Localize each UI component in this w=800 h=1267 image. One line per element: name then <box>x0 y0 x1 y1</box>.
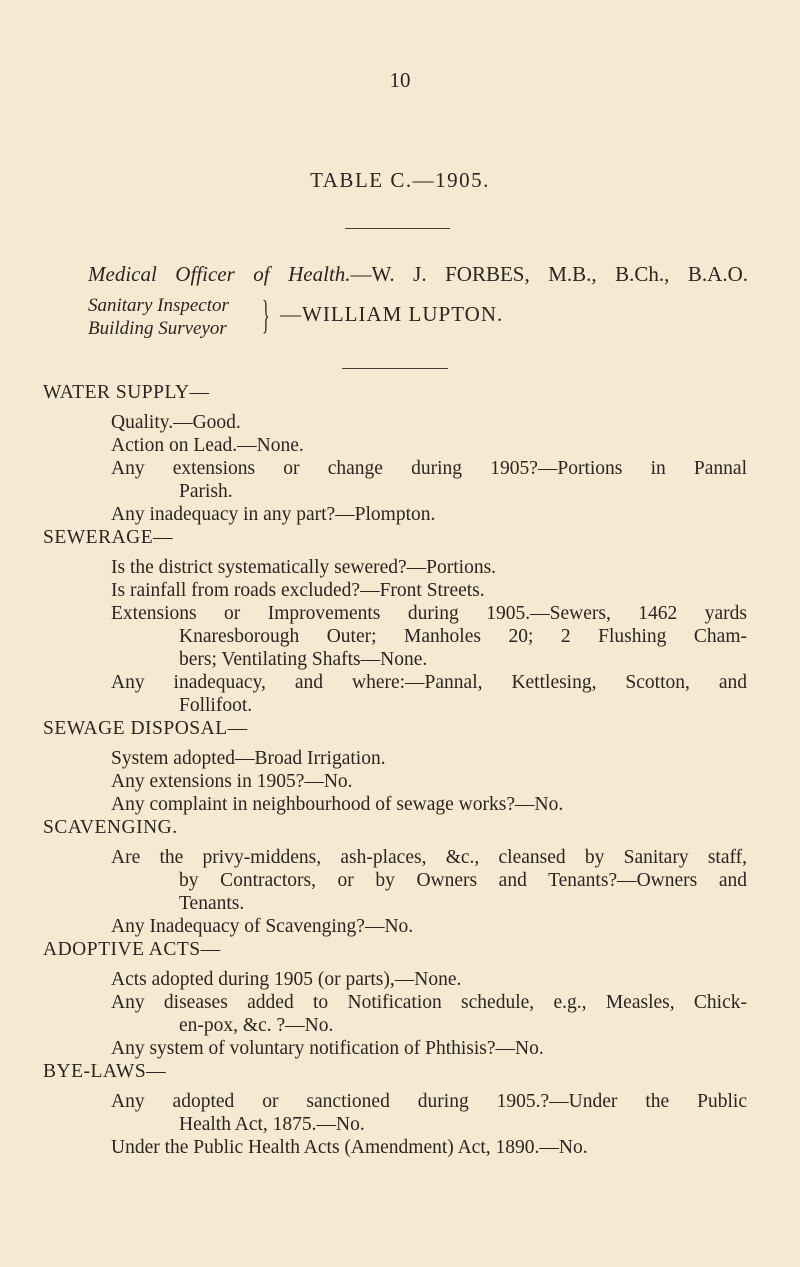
text-line: Any extensions in 1905?—No. <box>111 771 353 792</box>
divider-rule <box>345 228 450 229</box>
inspector-name: —WILLIAM LUPTON. <box>280 302 504 326</box>
text-line: Any adopted or sanctioned during 1905.?—Under the Public <box>111 1091 747 1112</box>
text-line: Is rainfall from roads excluded?—Front Streets. <box>111 580 485 601</box>
section <box>0 526 800 717</box>
page-title: TABLE C.—1905. <box>310 168 490 192</box>
text-line: by Contractors, or by Owners and Tenants?—Owners and <box>179 870 747 891</box>
sanitary-inspector-label: Sanitary Inspector <box>88 295 229 316</box>
text-line: Action on Lead.—None. <box>111 435 304 456</box>
list-item <box>0 1037 800 1060</box>
list-item <box>0 671 800 717</box>
list-item <box>0 602 800 671</box>
list-item <box>0 1090 800 1136</box>
list-item <box>0 915 800 938</box>
medical-officer-line <box>88 262 748 287</box>
section <box>0 816 800 938</box>
text-line: Follifoot. <box>179 695 253 716</box>
list-item <box>0 457 800 503</box>
page-number: 10 <box>389 68 411 92</box>
text-line: Any complaint in neighbourhood of sewage works?—No. <box>111 794 564 815</box>
section-heading: ADOPTIVE ACTS— <box>43 939 221 960</box>
list-item <box>0 770 800 793</box>
list-item <box>0 411 800 434</box>
brace-icon: } <box>262 292 270 337</box>
medical-officer-name: —W. J. FORBES, M.B., B.Ch., B.A.O. <box>350 262 748 286</box>
list-item <box>0 579 800 602</box>
text-line: Quality.—Good. <box>111 412 241 433</box>
text-line: Tenants. <box>179 893 245 914</box>
text-line: Any inadequacy, and where:—Pannal, Kettlesing, Scotton, and <box>111 672 747 693</box>
medical-officer-label: Medical Officer of Health. <box>88 262 351 286</box>
text-line: Any diseases added to Notification schedule, e.g., Measles, Chick- <box>111 992 747 1013</box>
section <box>0 1060 800 1159</box>
text-line: Are the privy-middens, ash-places, &c., cleansed by Sanitary staff, <box>111 847 747 868</box>
section <box>0 381 800 526</box>
text-line: Extensions or Improvements during 1905.—Sewers, 1462 yards <box>111 603 747 624</box>
section <box>0 938 800 1060</box>
list-item <box>0 556 800 579</box>
text-line: Any system of voluntary notification of Phthisis?—No. <box>111 1038 544 1059</box>
list-item <box>0 1136 800 1159</box>
section-heading: SCAVENGING. <box>43 817 178 838</box>
text-line: Any Inadequacy of Scavenging?—No. <box>111 916 414 937</box>
text-line: bers; Ventilating Shafts—None. <box>179 649 428 670</box>
inspector-labels <box>88 294 229 340</box>
text-line: Health Act, 1875.—No. <box>179 1114 365 1135</box>
list-item <box>0 503 800 526</box>
section <box>0 717 800 816</box>
report-body <box>0 381 800 1159</box>
list-item <box>0 434 800 457</box>
list-item <box>0 968 800 991</box>
text-line: Under the Public Health Acts (Amendment) Act, 1890.—No. <box>111 1137 588 1158</box>
text-line: Knaresborough Outer; Manholes 20; 2 Flushing Cham- <box>179 626 747 647</box>
list-item <box>0 846 800 915</box>
section-heading: SEWERAGE— <box>43 527 174 548</box>
text-line: Acts adopted during 1905 (or parts),—None. <box>111 969 462 990</box>
list-item <box>0 793 800 816</box>
text-line: System adopted—Broad Irrigation. <box>111 748 386 769</box>
section-heading: WATER SUPPLY— <box>43 382 210 403</box>
text-line: Any inadequacy in any part?—Plompton. <box>111 504 436 525</box>
text-line: Is the district systematically sewered?—Portions. <box>111 557 497 578</box>
text-line: en-pox, &c. ?—No. <box>179 1015 334 1036</box>
building-surveyor-label: Building Surveyor <box>88 318 227 339</box>
section-heading: BYE-LAWS— <box>43 1061 167 1082</box>
text-line: Parish. <box>179 481 233 502</box>
list-item <box>0 747 800 770</box>
list-item <box>0 991 800 1037</box>
divider-rule <box>342 368 448 369</box>
text-line: Any extensions or change during 1905?—Portions in Pannal <box>111 458 747 479</box>
section-heading: SEWAGE DISPOSAL— <box>43 718 248 739</box>
